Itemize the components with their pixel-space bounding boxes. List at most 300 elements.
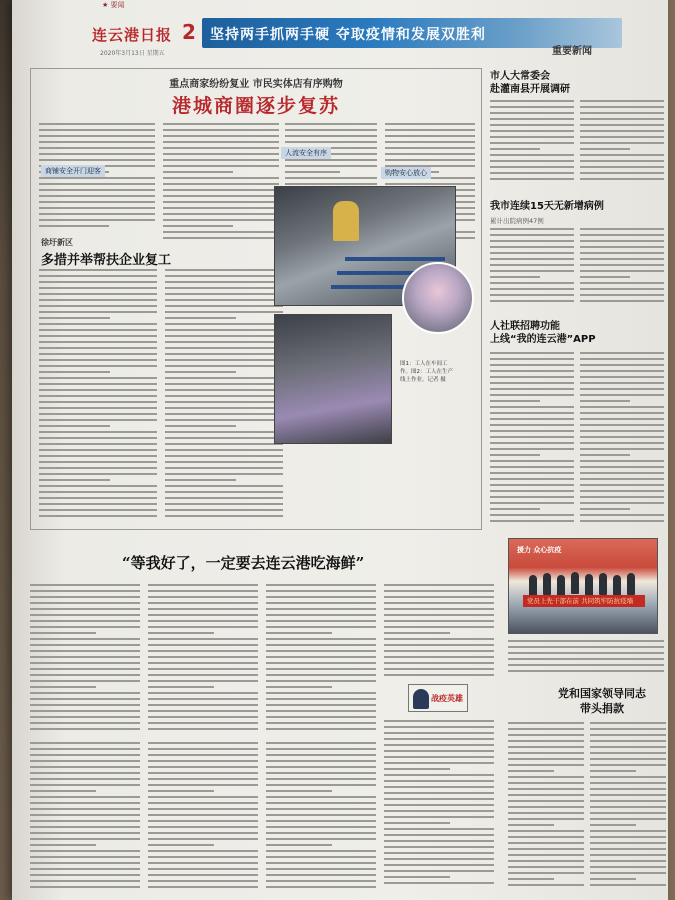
text-line [148,704,258,706]
text-line [385,183,475,185]
text-line [385,135,475,137]
text-line [39,135,155,137]
text-line [165,371,236,373]
text-line [490,258,574,260]
text-line [148,796,258,798]
text-line [384,638,494,640]
text-line [580,496,664,498]
text-line [30,868,140,870]
text-line [490,172,574,174]
text-line [384,744,494,746]
text-line [266,692,376,694]
text-line [490,394,574,396]
text-line [30,674,140,676]
text-line [580,520,664,522]
text-line [490,228,574,230]
text-line [30,650,140,652]
text-line [30,614,140,616]
lower-text-col1 [30,584,140,734]
text-line [266,620,376,622]
text-line [39,141,155,143]
text-line [490,448,574,450]
text-line [30,742,140,744]
text-line [508,664,664,666]
text-line [165,389,283,391]
text-line [266,722,376,724]
text-line [508,812,584,814]
text-line [39,225,109,227]
text-line [39,183,155,185]
text-line [148,608,258,610]
text-line [30,796,140,798]
text-line [39,299,157,301]
text-line [580,106,664,108]
text-line [490,430,574,432]
text-line [580,178,664,180]
text-line [30,838,140,840]
text-line [490,154,574,156]
text-line [39,353,157,355]
text-line [165,305,283,307]
text-line [39,359,157,361]
text-line [490,472,574,474]
text-line [590,758,666,760]
text-line [30,802,140,804]
text-line [163,159,279,161]
text-line [266,742,376,744]
text-line [580,508,630,510]
text-line [385,147,475,149]
text-line [165,347,283,349]
text-line [148,584,258,586]
text-line [590,836,666,838]
text-line [508,722,584,724]
lower-text-col6 [148,742,258,892]
worker-circle-photo [402,262,474,334]
text-line [266,856,376,858]
text-line [165,461,283,463]
text-line [30,862,140,864]
text-line [266,698,376,700]
section-label: 重要新闻 [552,46,592,57]
text-line [490,282,574,284]
text-line [590,746,666,748]
text-line [148,820,258,822]
text-line [148,656,258,658]
text-line [285,171,340,173]
text-line [30,880,140,882]
text-line [384,822,450,824]
text-line [384,816,494,818]
text-line [39,195,155,197]
text-line [490,246,574,248]
text-line [30,832,140,834]
text-line [580,436,664,438]
text-line [490,364,574,366]
text-line [580,234,664,236]
subhead-shops: 商铺安全开门迎客 [41,165,105,177]
text-line [165,383,283,385]
text-line [285,183,377,185]
text-line [490,106,574,108]
text-line [266,748,376,750]
text-line [508,646,664,648]
text-line [508,806,584,808]
text-line [163,207,279,209]
text-line [163,165,279,167]
text-line [508,746,584,748]
text-line [490,460,574,462]
text-line [148,710,258,712]
worker-figure [333,201,359,241]
main-kicker: 重点商家纷纷复业 市民实体店有序购物 [169,79,343,90]
text-line [580,430,664,432]
text-line [490,252,574,254]
text-line [590,734,666,736]
text-line [39,213,155,215]
text-line [39,177,155,179]
text-line [590,788,666,790]
text-line [590,872,666,874]
text-line [148,778,258,780]
text-line [384,596,494,598]
text-line [163,153,279,155]
text-line [30,784,140,786]
sewing-worker-photo [274,314,392,444]
text-line [165,281,283,283]
text-line [30,826,140,828]
text-line [508,842,584,844]
section-title: 徐圩新区 [41,238,73,247]
text-line [165,431,283,433]
text-line [580,246,664,248]
text-line [490,424,574,426]
text-line [163,183,279,185]
text-line [30,814,140,816]
text-line [163,219,279,221]
text-line [384,780,494,782]
text-line [39,189,155,191]
text-line [30,772,140,774]
text-line [39,323,157,325]
text-line [39,347,157,349]
text-line [384,656,494,658]
text-line [508,728,584,730]
text-line [30,808,140,810]
text-line [39,425,110,427]
text-line [590,800,666,802]
text-line [39,461,157,463]
text-line [30,698,140,700]
text-line [39,305,157,307]
text-line [285,177,377,179]
text-line [148,838,258,840]
text-line [148,748,258,750]
text-line [490,376,574,378]
text-line [580,406,664,408]
text-line [508,782,584,784]
text-line [148,620,258,622]
text-line [580,240,664,242]
text-line [490,136,574,138]
text-line [266,826,376,828]
text-line [490,490,574,492]
text-line [30,620,140,622]
text-line [148,844,214,846]
right-story2-text2 [580,228,664,308]
photo-banner [523,595,645,607]
text-line [148,590,258,592]
text-line [39,443,157,445]
text-line [39,413,157,415]
text-line [580,394,664,396]
text-line [165,377,283,379]
hero-badge-label: 战疫英雄 [431,694,463,703]
text-line [266,838,376,840]
text-line [508,854,584,856]
text-line [266,784,376,786]
text-line [165,365,283,367]
text-line [384,608,494,610]
text-line [39,371,110,373]
text-line [490,264,574,266]
text-line [580,112,664,114]
text-line [384,774,494,776]
text-line [165,269,283,271]
text-line [165,503,283,505]
text-line [39,153,155,155]
text-line [490,234,574,236]
slogan-text: 坚持两手抓两手硬 夺取疫情和发展双胜利 [210,27,486,43]
photo-caption: 图1：工人在车间工作。图2：工人在生产线上作业。记者 摄 [400,361,453,383]
text-line [148,638,258,640]
text-line [384,584,494,586]
text-line [266,710,376,712]
text-line [580,424,664,426]
text-line [580,142,664,144]
person-icon [413,689,429,709]
text-line [266,584,376,586]
text-line [580,442,664,444]
text-line [385,153,475,155]
text-line [508,884,584,886]
text-line [384,840,494,842]
text-line [508,752,584,754]
photo-top-text: 援力 众心抗疫 [517,546,562,554]
subhead-shopping: 购物安心放心 [381,167,431,179]
text-line [165,419,283,421]
text-line [266,886,376,888]
text-line [266,602,376,604]
text-line [165,491,283,493]
text-line [148,674,258,676]
text-line [590,842,666,844]
text-line [148,626,258,628]
text-line [580,514,664,516]
text-line [385,123,475,125]
text-line [39,467,157,469]
text-line [590,884,666,886]
text-line [580,258,664,260]
text-line [508,836,584,838]
text-line [508,640,664,642]
text-line [266,716,376,718]
text-line [385,141,475,143]
text-line [30,692,140,694]
text-line [266,644,376,646]
text-line [490,412,574,414]
lower-text-col8 [384,720,494,892]
text-line [490,118,574,120]
text-line [163,141,279,143]
text-line [580,276,630,278]
text-line [39,491,157,493]
text-line [508,830,584,832]
text-line [30,608,140,610]
text-line [590,830,666,832]
text-line [39,389,157,391]
text-line [580,490,664,492]
text-line [285,129,377,131]
text-line [30,632,96,634]
page-number: 2 [182,20,196,44]
text-line [30,626,140,628]
text-line [266,790,332,792]
text-line [384,846,494,848]
text-line [490,382,574,384]
text-line [490,160,574,162]
text-line [266,874,376,876]
text-line [163,237,279,239]
text-line [580,130,664,132]
text-line [384,602,494,604]
text-line [580,400,630,402]
text-line [266,674,376,676]
text-line [580,148,630,150]
text-line [384,750,494,752]
text-line [508,758,584,760]
right-story1-text [490,100,574,188]
text-line [163,129,279,131]
text-line [148,772,258,774]
text-line [30,760,140,762]
body-text-col2 [163,123,279,243]
text-line [508,860,584,862]
text-line [39,341,157,343]
right-story3-title: 人社联招聘功能 上线“我的连云港”APP [490,321,596,345]
text-line [30,704,140,706]
text-line [508,878,554,880]
text-line [590,824,636,826]
text-line [30,710,140,712]
text-line [163,195,279,197]
subhead-crowd: 人流安全有序 [281,147,331,159]
text-line [266,614,376,616]
text-line [39,377,157,379]
text-line [30,722,140,724]
text-line [266,662,376,664]
text-line [165,497,283,499]
text-line [165,287,283,289]
text-line [163,213,279,215]
text-line [163,231,279,233]
text-line [39,473,157,475]
text-line [508,658,664,660]
text-line [508,764,584,766]
text-line [30,644,140,646]
text-line [580,370,664,372]
text-line [30,790,96,792]
text-line [580,118,664,120]
text-line [590,764,666,766]
text-line [590,818,666,820]
text-line [39,317,110,319]
text-line [580,358,664,360]
text-line [39,455,157,457]
text-line [30,778,140,780]
text-line [30,820,140,822]
text-line [148,644,258,646]
text-line [508,734,584,736]
text-line [580,382,664,384]
text-line [384,590,494,592]
text-line [508,872,584,874]
text-line [490,436,574,438]
text-line [163,147,279,149]
text-line [590,776,666,778]
right-story4-text [508,722,584,892]
text-line [385,159,475,161]
text-line [39,395,157,397]
text-line [490,418,574,420]
text-line [266,766,376,768]
text-line [266,638,376,640]
text-line [148,826,258,828]
text-line [490,100,574,102]
text-line [384,626,494,628]
text-line [384,804,494,806]
text-line [148,886,258,888]
text-line [165,401,283,403]
text-line [580,300,664,302]
text-line [39,147,155,149]
text-line [384,810,494,812]
right-story4-text2 [590,722,666,892]
text-line [148,832,258,834]
text-line [266,844,332,846]
text-line [148,856,258,858]
text-line [148,808,258,810]
right-story2-text [490,228,574,308]
text-line [39,159,155,161]
text-line [490,514,574,516]
text-line [384,882,494,884]
text-line [508,800,584,802]
text-line [508,788,584,790]
text-line [165,311,283,313]
text-line [285,141,377,143]
text-line [590,860,666,862]
text-line [384,726,494,728]
text-line [384,662,494,664]
text-line [490,466,574,468]
text-line [266,796,376,798]
text-line [165,359,283,361]
text-line [580,294,664,296]
section-headline: 多措并举帮扶企业复工 [41,253,172,268]
text-line [384,644,494,646]
text-line [266,802,376,804]
